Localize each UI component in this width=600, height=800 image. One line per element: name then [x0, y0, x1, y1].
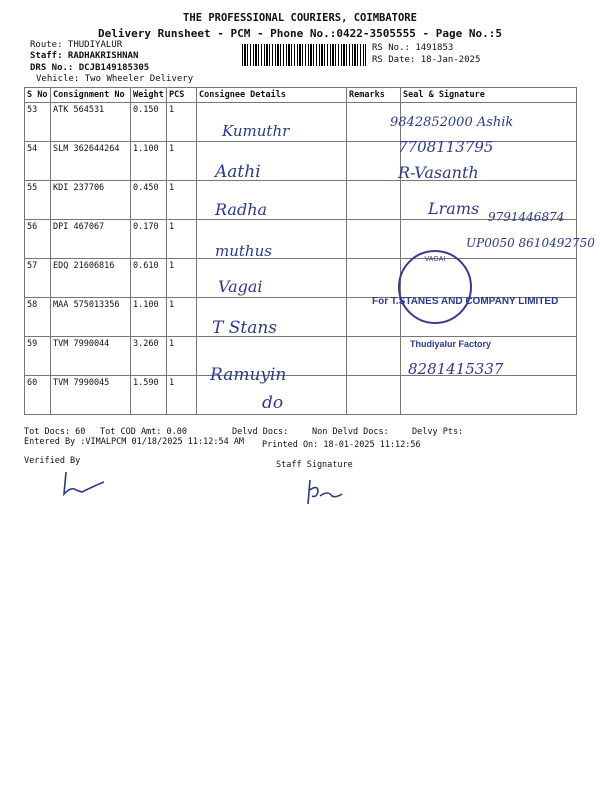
table-header [25, 88, 577, 103]
table-row [25, 376, 577, 415]
cell-consignment: KDI 237706 [51, 181, 131, 220]
handwritten-consignee: Aathi [215, 162, 261, 182]
handwritten-consignee: do [262, 393, 284, 413]
cell-remarks [347, 376, 401, 415]
handwritten-phone: UP0050 8610492750 [466, 236, 595, 250]
cell-weight: 0.450 [131, 181, 167, 220]
non-delivered-docs: Non Delvd Docs: [312, 427, 389, 437]
handwritten-signature: Lrams [428, 199, 480, 218]
cell-pcs: 1 [167, 298, 197, 337]
cell-consignment: EDQ 21606816 [51, 259, 131, 298]
staff-signature [302, 476, 346, 506]
handwritten-consignee: muthus [215, 242, 272, 260]
staff-signature-label: Staff Signature [276, 460, 353, 470]
cell-pcs: 1 [167, 376, 197, 415]
cell-weight: 0.170 [131, 220, 167, 259]
entered-by: Entered By :VIMALPCM 01/18/2025 11:12:54 AM [24, 437, 245, 447]
cell-pcs: 1 [167, 337, 197, 376]
col-pcs: PCS [167, 88, 197, 103]
delivered-docs: Delvd Docs: [232, 427, 289, 437]
cell-remarks [347, 220, 401, 259]
cell-weight: 1.100 [131, 142, 167, 181]
verified-signature [58, 468, 108, 498]
total-docs: Tot Docs: 60 [24, 427, 86, 437]
company-title: THE PROFESSIONAL COURIERS, COIMBATORE [183, 12, 417, 24]
verified-by-label: Verified By [24, 456, 81, 466]
handwritten-consignee: Vagai [218, 277, 263, 296]
cell-sno: 55 [25, 181, 51, 220]
cell-weight: 1.590 [131, 376, 167, 415]
cell-consignment: TVM 7990044 [51, 337, 131, 376]
table-row [25, 142, 577, 181]
handwritten-consignee: Kumuthr [222, 122, 290, 140]
cell-consignment: TVM 7990045 [51, 376, 131, 415]
staff: Staff: RADHAKRISHNAN [30, 51, 139, 61]
stamp-factory: Thudiyalur Factory [410, 339, 492, 349]
cell-weight: 0.150 [131, 103, 167, 142]
cell-sno: 56 [25, 220, 51, 259]
col-consignee: Consignee Details [197, 88, 347, 103]
handwritten-consignee: Ramuyin [210, 365, 287, 385]
runsheet-subtitle: Delivery Runsheet - PCM - Phone No.:0422-3505555 - Page No.:5 [98, 27, 502, 40]
handwritten-signature: 9842852000 Ashik [390, 115, 514, 130]
col-weight: Weight [131, 88, 167, 103]
company-seal [398, 250, 472, 324]
cell-remarks [347, 142, 401, 181]
drs-number: DRS No.: DCJB149185305 [30, 63, 150, 73]
cell-remarks [347, 181, 401, 220]
route: Route: THUDIYALUR [30, 40, 123, 50]
cell-consignment: DPI 467067 [51, 220, 131, 259]
cell-pcs: 1 [167, 259, 197, 298]
handwritten-consignee: T Stans [212, 318, 278, 338]
handwritten-phone: 9791446874 [488, 210, 565, 224]
cell-remarks [347, 259, 401, 298]
cell-weight: 0.610 [131, 259, 167, 298]
cell-weight: 3.260 [131, 337, 167, 376]
cell-pcs: 1 [167, 181, 197, 220]
cell-sno: 59 [25, 337, 51, 376]
barcode [242, 44, 366, 66]
col-consignment: Consignment No [51, 88, 131, 103]
handwritten-consignee: Radha [215, 200, 268, 219]
handwritten-phone: 7708113795 [398, 138, 494, 156]
cell-weight: 1.100 [131, 298, 167, 337]
cell-sno: 58 [25, 298, 51, 337]
col-sno: S No [25, 88, 51, 103]
col-seal: Seal & Signature [401, 88, 577, 103]
cell-sno: 53 [25, 103, 51, 142]
cell-pcs: 1 [167, 220, 197, 259]
rs-date: RS Date: 18-Jan-2025 [372, 55, 481, 65]
cell-consignment: ATK 564531 [51, 103, 131, 142]
printed-on: Printed On: 18-01-2025 11:12:56 [262, 440, 421, 450]
col-remarks: Remarks [347, 88, 401, 103]
cell-sno: 57 [25, 259, 51, 298]
table-row [25, 259, 577, 298]
cell-pcs: 1 [167, 142, 197, 181]
rs-number: RS No.: 1491853 [372, 43, 454, 53]
cell-remarks [347, 337, 401, 376]
total-cod: Tot COD Amt: 0.00 [100, 427, 187, 437]
handwritten-phone: 8281415337 [408, 360, 504, 378]
stamp-company: For T.STANES AND COMPANY LIMITED [372, 296, 559, 307]
cell-pcs: 1 [167, 103, 197, 142]
vehicle: Vehicle: Two Wheeler Delivery [36, 74, 194, 84]
delivery-points: Delvy Pts: [412, 427, 464, 437]
cell-sno: 60 [25, 376, 51, 415]
cell-sno: 54 [25, 142, 51, 181]
seal-text: VAGAI [424, 256, 446, 263]
handwritten-signature: R-Vasanth [398, 163, 479, 182]
cell-seal [401, 376, 577, 415]
cell-consignment: MAA 575013356 [51, 298, 131, 337]
cell-consignment: SLM 362644264 [51, 142, 131, 181]
